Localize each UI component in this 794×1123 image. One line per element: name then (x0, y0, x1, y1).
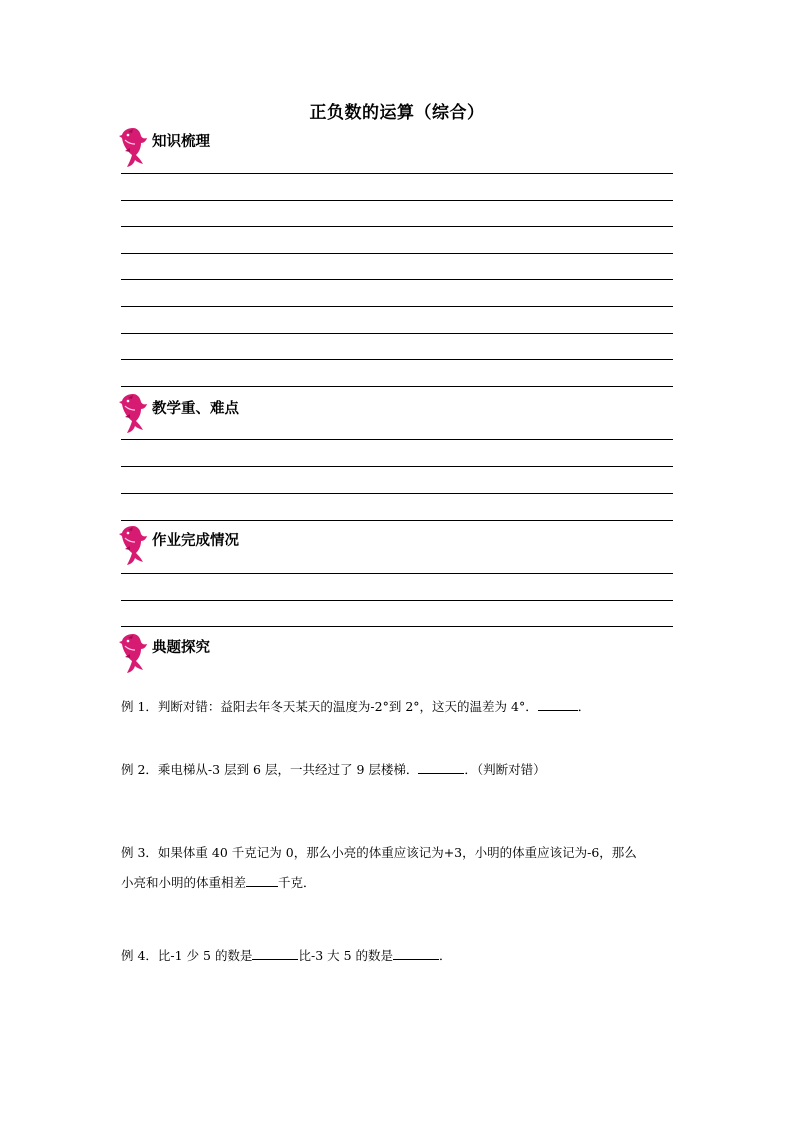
example-4-middle: 比-3 大 5 的数是 (298, 948, 394, 963)
example-3-text-2: 小亮和小明的体重相差 (121, 875, 247, 890)
writing-line (121, 573, 673, 574)
example-3-line-2 (121, 873, 316, 891)
answer-blank[interactable] (252, 958, 298, 960)
answer-blank[interactable] (393, 958, 439, 960)
example-1-text: 例 1．判断对错：益阳去年冬天某天的温度为-2°到 2°，这天的温差为 4°． (121, 699, 538, 714)
example-3-line-1 (121, 843, 637, 861)
writing-line (121, 600, 673, 601)
writing-line (121, 520, 673, 521)
answer-blank[interactable] (418, 772, 464, 774)
section-title-key-points: 教学重、难点 (152, 401, 239, 417)
writing-line (121, 226, 673, 227)
writing-line (121, 626, 673, 627)
example-1 (121, 697, 590, 715)
section-title-examples: 典题探究 (152, 640, 210, 656)
dolphin-icon (119, 632, 149, 674)
example-3-text: 例 3．如果体重 40 千克记为 0，那么小亮的体重应该记为+3，小明的体重应该记为-6，那么 (121, 845, 637, 860)
writing-line (121, 333, 673, 334)
example-3-end: 千克． (278, 875, 316, 890)
writing-line (121, 200, 673, 201)
example-1-end: ． (577, 699, 591, 714)
example-2-end: ．（判断对错） (464, 762, 546, 777)
page-title: 正负数的运算（综合） (309, 103, 485, 123)
answer-blank[interactable] (538, 709, 578, 711)
example-4 (121, 946, 452, 964)
example-2 (121, 760, 546, 778)
example-4-end: ． (439, 948, 452, 963)
dolphin-icon (119, 392, 149, 434)
answer-blank[interactable] (246, 885, 278, 887)
writing-line (121, 279, 673, 280)
dolphin-icon (119, 126, 149, 168)
dolphin-icon (119, 524, 149, 566)
writing-line (121, 359, 673, 360)
example-4-text: 例 4．比-1 少 5 的数是 (121, 948, 253, 963)
writing-line (121, 306, 673, 307)
section-title-knowledge: 知识梳理 (152, 134, 210, 150)
writing-line (121, 253, 673, 254)
writing-line (121, 466, 673, 467)
section-title-homework: 作业完成情况 (152, 533, 239, 549)
writing-line (121, 173, 673, 174)
writing-line (121, 439, 673, 440)
example-2-text: 例 2．乘电梯从-3 层到 6 层，一共经过了 9 层楼梯． (121, 762, 419, 777)
writing-line (121, 493, 673, 494)
writing-line (121, 386, 673, 387)
